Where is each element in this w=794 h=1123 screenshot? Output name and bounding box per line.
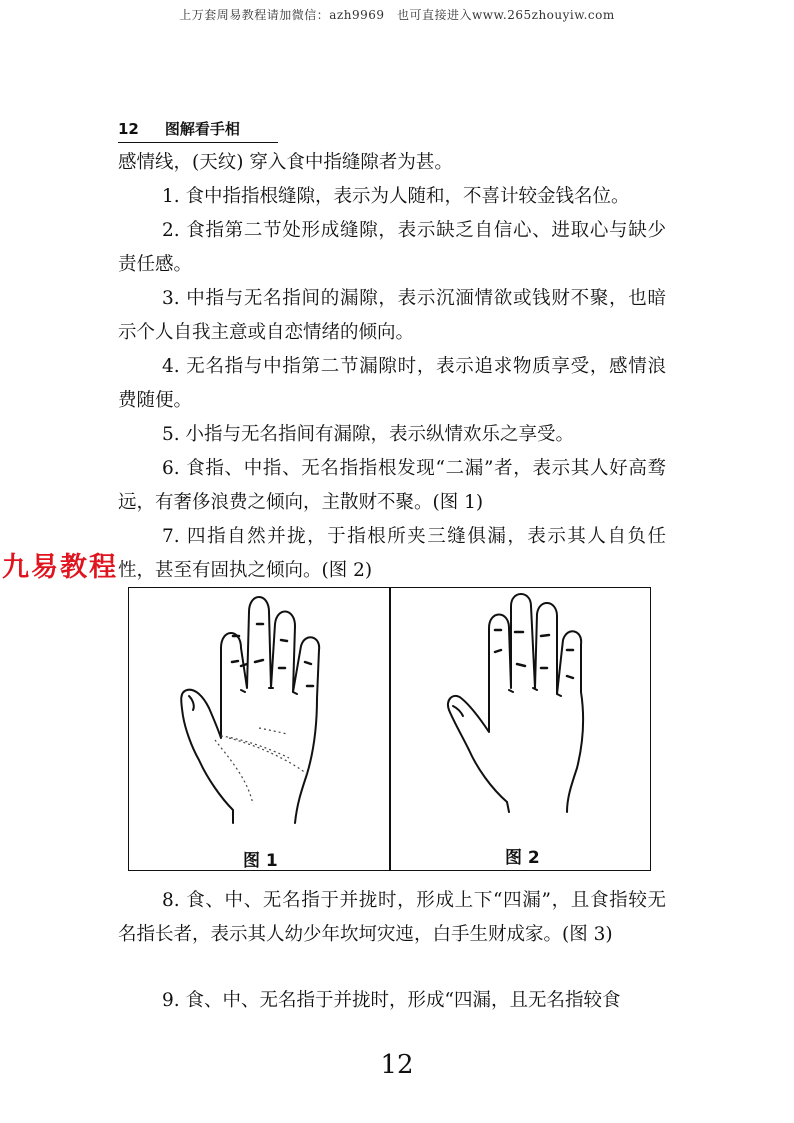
page-header <box>118 118 278 143</box>
top-banner: 上万套周易教程请加微信：azh9969 也可直接进入www.265zhouyiw.com <box>179 8 615 22</box>
paragraph-0: 感情线，(天纹) 穿入食中指缝隙者为甚。 <box>118 152 453 173</box>
paragraph-1: 1. 食中指指根缝隙，表示为人随和，不喜计较金钱名位。 <box>162 186 630 207</box>
hand-illustration-2 <box>391 588 650 872</box>
figure-caption-2: 图 2 <box>505 848 540 868</box>
paragraph-2: 2. 食指第二节处形成缝隙，表示缺乏自信心、进取心与缺少责任感。 <box>118 220 666 275</box>
figure-box <box>128 587 651 871</box>
header-page-number: 12 <box>118 120 139 138</box>
paragraph-9: 9. 食、中、无名指于并拢时，形成“四漏，且无名指较食 <box>162 990 621 1011</box>
figure-1 <box>129 588 389 870</box>
header-book-title: 图解看手相 <box>164 120 240 138</box>
figure-2 <box>391 588 650 870</box>
page-number: 12 <box>380 1050 414 1080</box>
watermark: 九易教程 <box>2 552 118 583</box>
paragraph-3: 3. 中指与无名指间的漏隙，表示沉湎情欲或钱财不聚，也暗示个人自我主意或自恋情绪的倾向。 <box>118 288 666 343</box>
paragraph-7: 7. 四指自然并拢，于指根所夹三缝俱漏，表示其人自负任性，甚至有固执之倾向。(图 2) <box>118 526 666 581</box>
paragraph-6: 6. 食指、中指、无名指指根发现“二漏”者，表示其人好高骛远，有奢侈浪费之倾向，主散财不聚。(图 1) <box>118 458 666 513</box>
paragraph-5: 5. 小指与无名指间有漏隙，表示纵情欢乐之享受。 <box>162 424 575 445</box>
hand-illustration-1 <box>129 588 389 872</box>
paragraph-4: 4. 无名指与中指第二节漏隙时，表示追求物质享受，感情浪费随便。 <box>118 356 666 411</box>
figure-caption-1: 图 1 <box>243 851 278 871</box>
paragraph-8: 8. 食、中、无名指于并拢时，形成上下“四漏”，且食指较无名指长者，表示其人幼少年坎坷灾迍，白手生财成家。(图 3) <box>118 890 666 945</box>
